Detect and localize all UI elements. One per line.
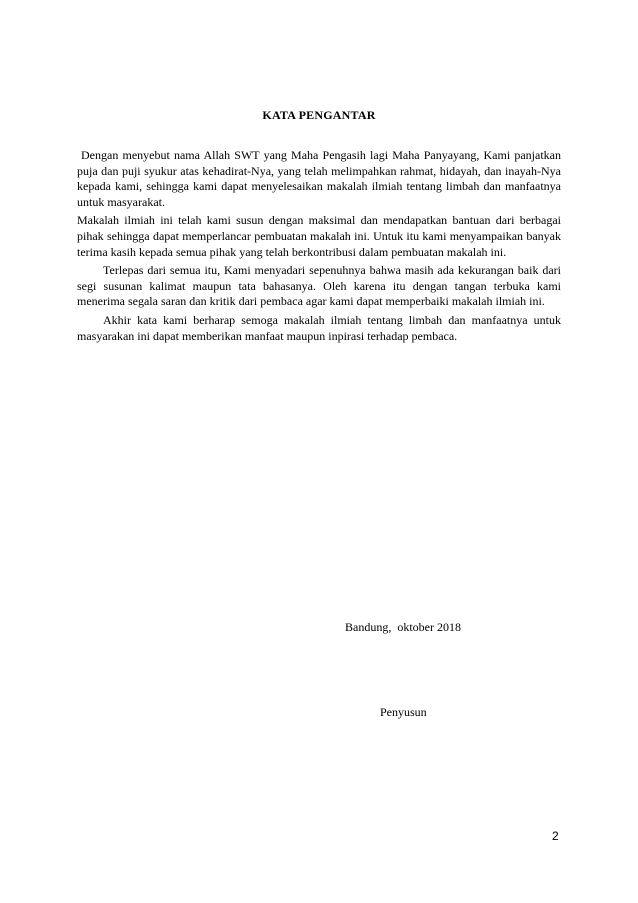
paragraph-acknowledgement: Makalah ilmiah ini telah kami susun dengan maksimal dan mendapatkan bantuan dari berbagai pihak sehingga dapat memperlancar pembuatan makalah ini. Untuk itu kami menyampaikan banyak terima kasih kepada semua pihak yang telah berkontribusi dalam pembuatan makalah ini.: [77, 213, 561, 259]
paragraph-opening: Dengan menyebut nama Allah SWT yang Maha Pengasih lagi Maha Panyayang, Kami panjatkan puja dan puji syukur atas kehadirat-Nya, yang telah melimpahkan rahmat, hidayah, dan inayah-Nya kepada kami, sehingga kami dapat menyelesaikan makalah ilmiah tentang limbah dan manfaatnya untuk masyarakat.: [77, 148, 561, 209]
document-title: KATA PENGANTAR: [262, 108, 376, 122]
signer-label: Penyusun: [380, 705, 427, 719]
page-number: 2: [552, 829, 559, 843]
paragraph-closing: Akhir kata kami berharap semoga makalah ilmiah tentang limbah dan manfaatnya untuk masyarakan ini dapat memberikan manfaat maupun inpirasi terhadap pembaca.: [77, 312, 561, 343]
document-body: [77, 148, 561, 347]
paragraph-limitations: Terlepas dari semua itu, Kami menyadari sepenuhnya bahwa masih ada kekurangan baik dari segi susunan kalimat maupun tata bahasanya. Oleh karena itu dengan tangan terbuka kami menerima segala saran dan kritik dari pembaca agar kami dapat memperbaiki makalah ilmiah ini.: [77, 263, 561, 309]
place-date: Bandung, oktober 2018: [345, 620, 461, 634]
